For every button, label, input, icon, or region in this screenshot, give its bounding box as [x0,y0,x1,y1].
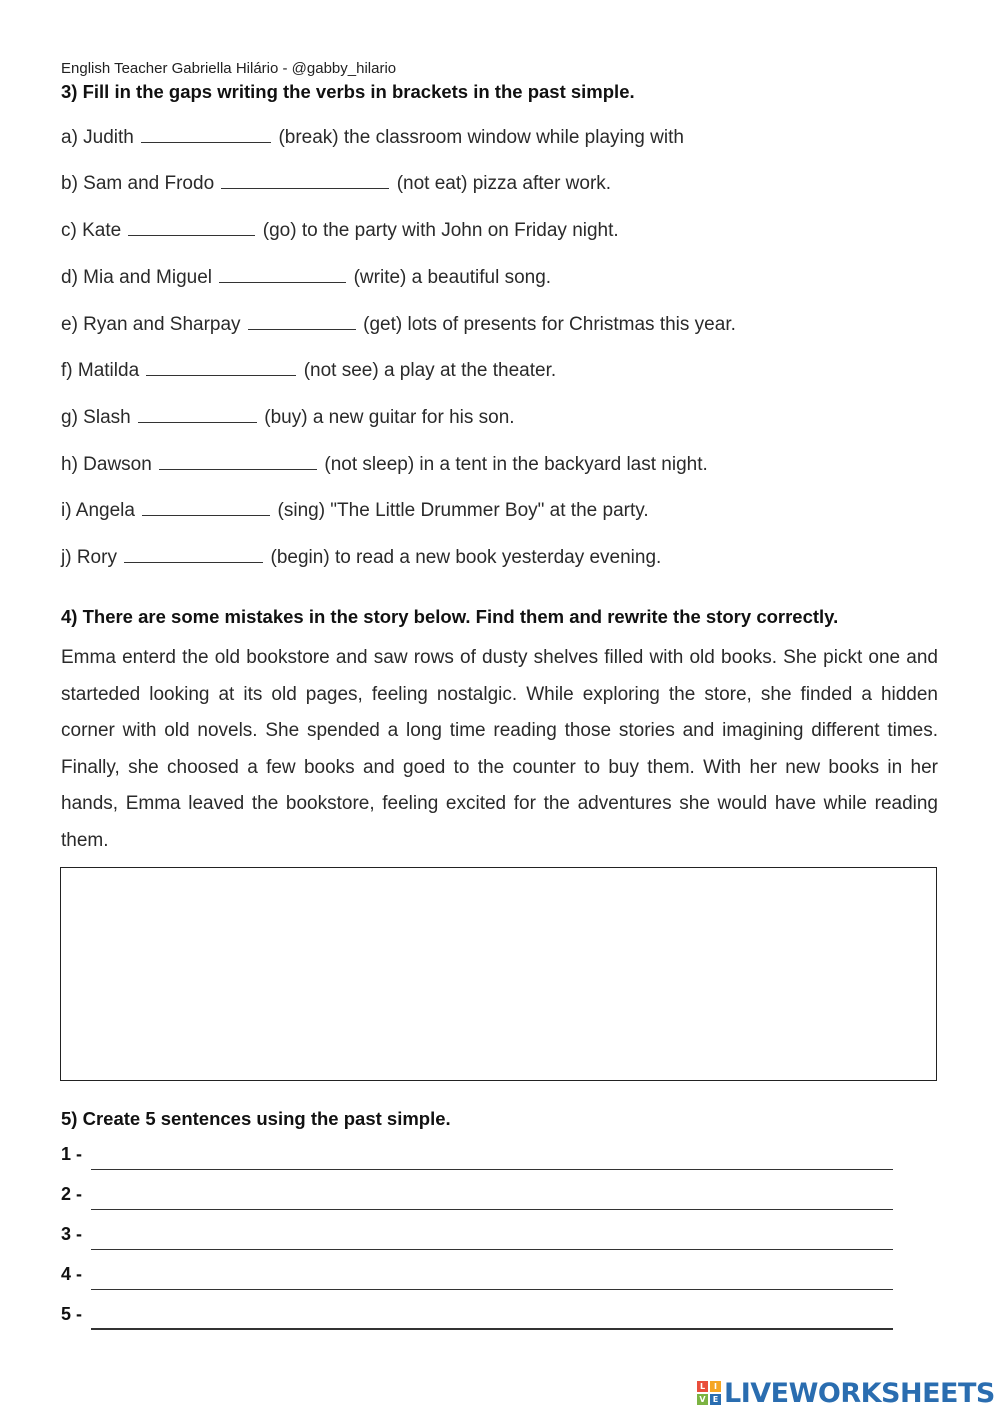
exercise-item-f [61,360,556,382]
sentence-line-3[interactable] [61,1224,893,1250]
exercise-subject: f) Matilda [61,360,140,381]
sentence-number: 4 - [61,1264,83,1284]
exercise-subject: b) Sam and Frodo [61,173,215,194]
exercise-subject: i) Angela [61,500,135,521]
exercise-verb-rest: (not sleep) in a tent in the backyard last night. [324,454,708,475]
exercise-item-b [61,173,611,195]
answer-gap[interactable] [138,408,257,423]
sentence-number: 2 - [61,1184,83,1204]
logo-square: V [697,1394,708,1405]
exercise-verb-rest: (not see) a play at the theater. [303,360,557,381]
sentence-underline [91,1328,893,1330]
sentence-underline [91,1289,893,1290]
exercise-item-e [61,314,736,336]
exercise-item-d [61,267,551,289]
logo-text: LIVEWORKSHEETS [724,1377,995,1409]
answer-gap[interactable] [248,315,356,330]
rewrite-answer-box[interactable] [60,867,937,1081]
logo-square: L [697,1381,708,1392]
exercise-verb-rest: (begin) to read a new book yesterday evening. [270,547,662,568]
sentence-line-5[interactable] [61,1304,893,1330]
liveworksheets-logo [697,1376,995,1410]
exercise-item-i [61,500,649,522]
exercise-verb-rest: (sing) "The Little Drummer Boy" at the party. [277,500,649,521]
section-5-title: 5) Create 5 sentences using the past simple. [61,1108,451,1129]
exercise-subject: c) Kate [61,220,122,241]
exercise-subject: e) Ryan and Sharpay [61,314,241,335]
answer-gap[interactable] [124,548,263,563]
exercise-item-j [61,547,661,569]
exercise-item-c [61,220,619,242]
exercise-subject: d) Mia and Miguel [61,267,213,288]
logo-square: E [710,1394,721,1405]
answer-gap[interactable] [221,174,389,189]
answer-gap[interactable] [141,128,271,143]
exercise-verb-rest: (not eat) pizza after work. [396,173,612,194]
answer-gap[interactable] [128,221,255,236]
sentence-number: 5 - [61,1304,83,1324]
exercise-subject: g) Slash [61,407,131,428]
exercise-subject: j) Rory [61,547,117,568]
sentence-underline [91,1249,893,1250]
section-4-title: 4) There are some mistakes in the story below. Find them and rewrite the story correctly. [61,606,839,627]
exercise-verb-rest: (get) lots of presents for Christmas this year. [363,314,736,335]
exercise-verb-rest: (write) a beautiful song. [353,267,552,288]
sentence-underline [91,1169,893,1170]
section-3-title: 3) Fill in the gaps writing the verbs in brackets in the past simple. [61,81,635,102]
story-paragraph: Emma enterd the old bookstore and saw rows of dusty shelves filled with old books. She pickt one and starteded looking at its old pages, feeling nostalgic. While exploring the store, she finded a hidden corner with old novels. She spended a long time reading those stories and imagining different times. Finally, she choosed a few books and goed to the counter to buy them. With her new books in her hands, Emma leaved the bookstore, feeling excited for the adventures she would have while reading them. [61,647,938,851]
logo-squares-icon [697,1381,721,1405]
exercise-verb-rest: (buy) a new guitar for his son. [264,407,515,428]
sentence-number: 3 - [61,1224,83,1244]
sentence-line-1[interactable] [61,1144,893,1170]
exercise-item-h [61,454,708,476]
sentence-line-4[interactable] [61,1264,893,1290]
exercise-verb-rest: (go) to the party with John on Friday night. [262,220,619,241]
exercise-subject: a) Judith [61,127,134,148]
sentence-number: 1 - [61,1144,83,1164]
answer-gap[interactable] [146,361,296,376]
exercise-item-g [61,407,515,429]
logo-square: I [710,1381,721,1392]
sentence-line-2[interactable] [61,1184,893,1210]
exercise-verb-rest: (break) the classroom window while playing with [278,127,684,148]
exercise-item-a [61,127,684,149]
answer-gap[interactable] [159,455,317,470]
answer-gap[interactable] [142,501,270,516]
exercise-subject: h) Dawson [61,454,152,475]
answer-gap[interactable] [219,268,346,283]
sentence-underline [91,1209,893,1210]
author-credit: English Teacher Gabriella Hilário - @gabby_hilario [61,60,397,77]
